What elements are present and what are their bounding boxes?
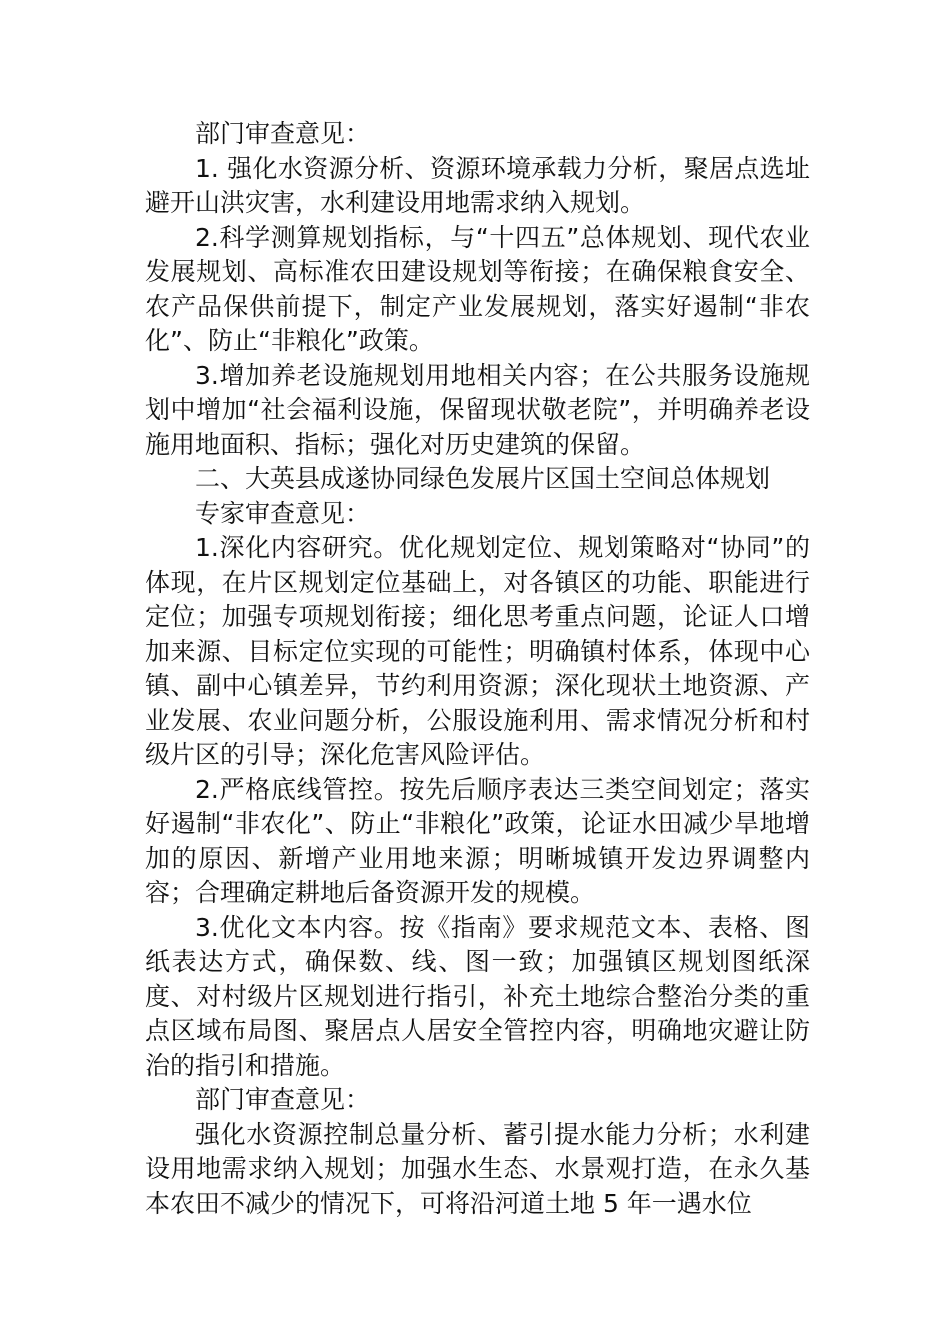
dept-review-item-3: 3.增加养老设施规划用地相关内容；在公共服务设施规划中增加“社会福利设施，保留现状敬老院”，并明确养老设施用地面积、指标；强化对历史建筑的保留。 <box>145 360 810 459</box>
dept-review-item-2: 2.科学测算规划指标，与“十四五”总体规划、现代农业发展规划、高标准农田建设规划等衔接；在确保粮食安全、农产品保供前提下，制定产业发展规划，落实好遏制“非农化”、防止“非粮化”政策。 <box>145 222 810 355</box>
expert-review-item-2: 2.严格底线管控。按先后顺序表达三类空间划定；落实好遏制“非农化”、防止“非粮化”政策，论证水田减少旱地增加的原因、新增产业用地来源；明晰城镇开发边界调整内容；合理确定耕地后备资源开发的规模。 <box>145 774 810 907</box>
document-body <box>145 117 810 1221</box>
expert-review-item-1: 1.深化内容研究。优化规划定位、规划策略对“协同”的体现，在片区规划定位基础上，对各镇区的功能、职能进行定位；加强专项规划衔接；细化思考重点问题，论证人口增加来源、目标定位实现的可能性；明确镇村体系，体现中心镇、副中心镇差异，节约利用资源；深化现状土地资源、产业发展、农业问题分析，公服设施利用、需求情况分析和村级片区的引导；深化危害风险评估。 <box>145 533 810 769</box>
section-heading-2: 二、大英县成遂协同绿色发展片区国土空间总体规划 <box>195 464 771 493</box>
expert-review-heading: 专家审查意见： <box>195 498 371 528</box>
dept-review-heading: 部门审查意见： <box>195 119 371 148</box>
dept-review-item-1: 1. 强化水资源分析、资源环境承载力分析，聚居点选址避开山洪灾害，水利建设用地需求纳入规划。 <box>145 153 810 217</box>
dept-review-paragraph: 强化水资源控制总量分析、蓄引提水能力分析；水利建设用地需求纳入规划；加强水生态、水景观打造，在永久基本农田不减少的情况下，可将沿河道土地 5 年一遇水位 <box>145 1119 810 1218</box>
dept-review-heading-2: 部门审查意见： <box>195 1085 371 1114</box>
expert-review-item-3: 3.优化文本内容。按《指南》要求规范文本、表格、图纸表达方式，确保数、线、图一致；加强镇区规划图纸深度、对村级片区规划进行指引，补充土地综合整治分类的重点区域布局图、聚居点人居安全管控内容，明确地灾避让防治的指引和措施。 <box>145 912 810 1080</box>
